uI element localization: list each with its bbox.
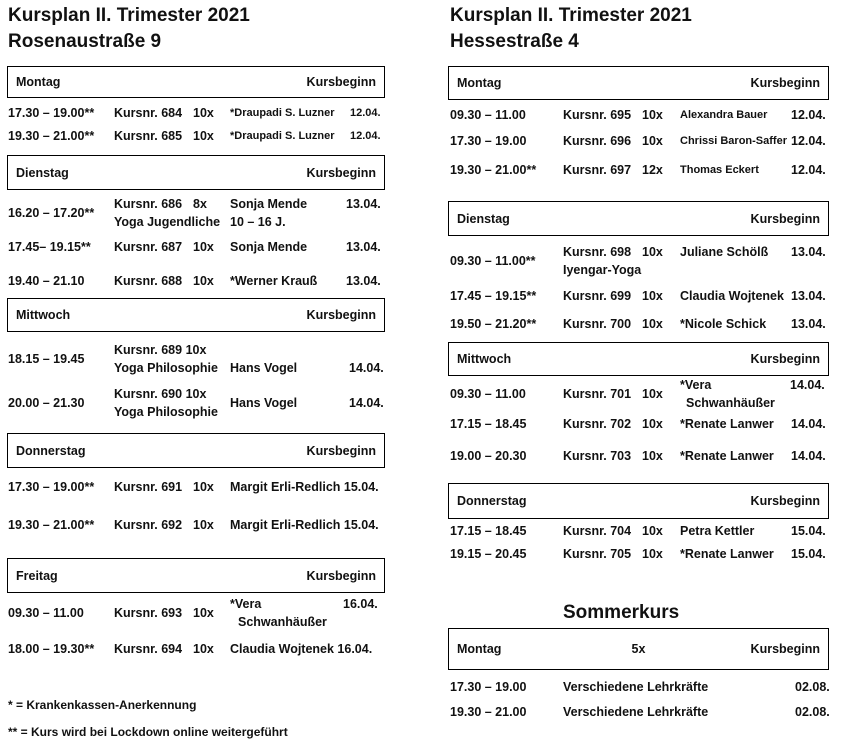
right-title-line1: Kursplan II. Trimester 2021 — [450, 5, 692, 26]
teacher: *Werner Krauß — [230, 274, 318, 288]
teacher: Verschiedene Lehrkräfte — [563, 680, 709, 694]
start-date: 02.08. — [795, 705, 830, 719]
time: 19.30 – 21.00 — [450, 705, 527, 719]
time: 19.40 – 21.10 — [8, 274, 85, 288]
right-section-mittwoch — [448, 342, 829, 376]
teacher: Sonja Mende — [230, 240, 308, 254]
course-number: Kursnr. 690 10x — [114, 387, 207, 401]
session-count: 10x — [193, 274, 214, 288]
teacher: Verschiedene Lehrkräfte — [563, 705, 709, 719]
time: 19.50 – 21.20** — [450, 317, 537, 331]
left-section-donnerstag — [7, 433, 385, 468]
right-title-line2: Hessestraße 4 — [450, 31, 579, 52]
teacher: Chrissi Baron-Saffer — [680, 135, 787, 147]
legend-double-asterisk: ** = Kurs wird bei Lockdown online weitergeführt — [8, 725, 288, 739]
section-day: Donnerstag — [16, 443, 86, 458]
time: 17.30 – 19.00** — [8, 480, 95, 494]
summer-course-title: Sommerkurs — [563, 602, 680, 623]
left-section-montag — [7, 66, 385, 98]
time: 20.00 – 21.30 — [8, 396, 85, 410]
teacher: *Vera — [230, 597, 262, 611]
teacher: Hans Vogel — [230, 396, 298, 410]
course-number: Kursnr. 704 — [563, 524, 632, 538]
teacher: Sonja Mende — [230, 197, 308, 211]
start-date: 13.04. — [346, 240, 381, 254]
start-date: 13.04. — [791, 245, 826, 259]
course-number: Kursnr. 684 — [114, 106, 183, 120]
start-date: 15.04. — [791, 547, 826, 561]
right-section-dienstag — [448, 201, 829, 236]
section-kursbeginn: Kursbeginn — [306, 75, 376, 89]
course-number: Kursnr. 687 — [114, 240, 183, 254]
start-date: 14.04. — [791, 449, 826, 463]
session-count: 10x — [193, 518, 214, 532]
course-type: Iyengar-Yoga — [563, 263, 642, 277]
time: 09.30 – 11.00 — [450, 387, 526, 401]
start-date: 12.04. — [791, 134, 826, 148]
legend-asterisk: * = Krankenkassen-Anerkennung — [8, 698, 197, 712]
session-count: 10x — [642, 524, 663, 538]
course-number: Kursnr. 691 — [114, 480, 183, 494]
course-type: Yoga Philosophie — [114, 405, 218, 419]
session-count: 10x — [642, 317, 663, 331]
start-date: 13.04. — [791, 289, 826, 303]
course-number: Kursnr. 695 — [563, 108, 632, 122]
time: 17.45– 19.15** — [8, 240, 91, 254]
session-count: 8x — [193, 197, 207, 211]
left-section-dienstag — [7, 155, 385, 190]
section-day: Montag — [16, 75, 61, 89]
teacher: *Draupadi S. Luzner — [230, 130, 335, 142]
teacher: Petra Kettler — [680, 524, 755, 538]
time: 09.30 – 11.00** — [450, 254, 536, 268]
session-count: 10x — [193, 240, 214, 254]
left-section-freitag — [7, 558, 385, 593]
section-kursbeginn: Kursbeginn — [750, 642, 820, 656]
session-count: 12x — [642, 163, 663, 177]
course-number: Kursnr. 696 — [563, 134, 632, 148]
start-date: 14.04. — [349, 361, 384, 375]
teacher-surname: Schwanhäußer — [686, 396, 775, 410]
course-number: Kursnr. 686 — [114, 197, 183, 211]
session-count: 10x — [193, 642, 214, 656]
time: 09.30 – 11.00 — [8, 606, 84, 620]
time: 18.15 – 19.45 — [8, 352, 85, 366]
teacher: Claudia Wojtenek — [680, 289, 784, 303]
start-date: 12.04. — [350, 107, 381, 119]
section-kursbeginn: Kursbeginn — [306, 568, 376, 583]
section-day: Mittwoch — [457, 352, 512, 366]
teacher: Alexandra Bauer — [680, 109, 768, 121]
section-kursbeginn: Kursbeginn — [306, 165, 376, 180]
start-date: 12.04. — [791, 108, 826, 122]
start-date: 13.04. — [346, 274, 381, 288]
start-date: 13.04. — [791, 317, 826, 331]
teacher: *Renate Lanwer — [680, 449, 774, 463]
time: 19.15 – 20.45 — [450, 547, 527, 561]
section-day: Dienstag — [16, 165, 69, 180]
start-date: 14.04. — [791, 417, 826, 431]
time: 19.30 – 21.00** — [8, 129, 95, 143]
time: 17.30 – 19.00** — [8, 106, 95, 120]
session-count: 5x — [631, 642, 646, 656]
session-count: 10x — [193, 606, 214, 620]
section-kursbeginn: Kursbeginn — [750, 494, 820, 508]
course-number: Kursnr. 705 — [563, 547, 632, 561]
teacher-and-date: Margit Erli-Redlich 15.04. — [230, 480, 379, 494]
session-count: 10x — [642, 387, 663, 401]
summer-section-header — [448, 628, 829, 670]
start-date: 15.04. — [791, 524, 826, 538]
course-number: Kursnr. 688 — [114, 274, 183, 288]
session-count: 10x — [642, 134, 663, 148]
course-number: Kursnr. 700 — [563, 317, 632, 331]
start-date: 14.04. — [349, 396, 384, 410]
session-count: 10x — [642, 417, 663, 431]
session-count: 10x — [193, 480, 214, 494]
time: 17.30 – 19.00 — [450, 134, 527, 148]
time: 09.30 – 11.00 — [450, 108, 526, 122]
teacher: *Nicole Schick — [680, 317, 767, 331]
time: 17.30 – 19.00 — [450, 680, 527, 694]
teacher: Hans Vogel — [230, 361, 298, 375]
section-day: Montag — [457, 642, 502, 656]
session-count: 10x — [642, 289, 663, 303]
start-date: 02.08. — [795, 680, 830, 694]
teacher: Thomas Eckert — [680, 164, 759, 176]
teacher-and-date: Margit Erli-Redlich 15.04. — [230, 518, 379, 532]
course-number: Kursnr. 697 — [563, 163, 632, 177]
time: 16.20 – 17.20** — [8, 206, 95, 220]
time: 17.15 – 18.45 — [450, 524, 527, 538]
section-kursbeginn: Kursbeginn — [750, 211, 820, 226]
session-count: 10x — [642, 108, 663, 122]
course-number: Kursnr. 693 — [114, 606, 183, 620]
left-section-mittwoch — [7, 298, 385, 332]
teacher: *Draupadi S. Luzner — [230, 107, 335, 119]
start-date: 13.04. — [346, 197, 381, 211]
course-type: Yoga Philosophie — [114, 361, 218, 375]
session-count: 10x — [193, 106, 214, 120]
section-kursbeginn: Kursbeginn — [750, 76, 820, 90]
course-type: Yoga Jugendliche — [114, 215, 221, 229]
session-count: 10x — [642, 547, 663, 561]
session-count: 10x — [642, 245, 663, 259]
teacher-and-date: Claudia Wojtenek 16.04. — [230, 642, 373, 656]
left-title-line2: Rosenaustraße 9 — [8, 31, 162, 52]
course-number: Kursnr. 689 10x — [114, 343, 207, 357]
section-day: Mittwoch — [16, 308, 71, 322]
course-number: Kursnr. 701 — [563, 387, 632, 401]
right-section-montag — [448, 66, 829, 100]
section-kursbeginn: Kursbeginn — [306, 443, 376, 458]
teacher: *Renate Lanwer — [680, 547, 774, 561]
right-section-donnerstag — [448, 483, 829, 519]
section-day: Freitag — [16, 568, 58, 583]
section-kursbeginn: Kursbeginn — [750, 352, 820, 366]
course-number: Kursnr. 702 — [563, 417, 632, 431]
time: 19.00 – 20.30 — [450, 449, 527, 463]
time: 18.00 – 19.30** — [8, 642, 95, 656]
session-count: 10x — [642, 449, 663, 463]
course-number: Kursnr. 694 — [114, 642, 183, 656]
teacher-surname: Schwanhäußer — [238, 615, 327, 629]
start-date: 12.04. — [350, 130, 381, 142]
course-number: Kursnr. 698 — [563, 245, 632, 259]
section-day: Donnerstag — [457, 494, 527, 508]
course-number: Kursnr. 692 — [114, 518, 183, 532]
section-kursbeginn: Kursbeginn — [306, 308, 376, 322]
section-day: Dienstag — [457, 211, 510, 226]
start-date: 12.04. — [791, 163, 826, 177]
teacher: *Vera — [680, 378, 712, 392]
start-date: 16.04. — [343, 597, 378, 611]
course-number: Kursnr. 685 — [114, 129, 183, 143]
session-count: 10x — [193, 129, 214, 143]
time: 17.45 – 19.15** — [450, 289, 537, 303]
teacher: Juliane Schölß — [680, 245, 769, 259]
course-number: Kursnr. 703 — [563, 449, 632, 463]
teacher: *Renate Lanwer — [680, 417, 774, 431]
start-date: 14.04. — [790, 378, 825, 392]
section-day: Montag — [457, 76, 502, 90]
time: 19.30 – 21.00** — [8, 518, 95, 532]
age-group: 10 – 16 J. — [230, 215, 286, 229]
course-number: Kursnr. 699 — [563, 289, 632, 303]
left-title-line1: Kursplan II. Trimester 2021 — [8, 5, 250, 26]
time: 17.15 – 18.45 — [450, 417, 527, 431]
time: 19.30 – 21.00** — [450, 163, 537, 177]
